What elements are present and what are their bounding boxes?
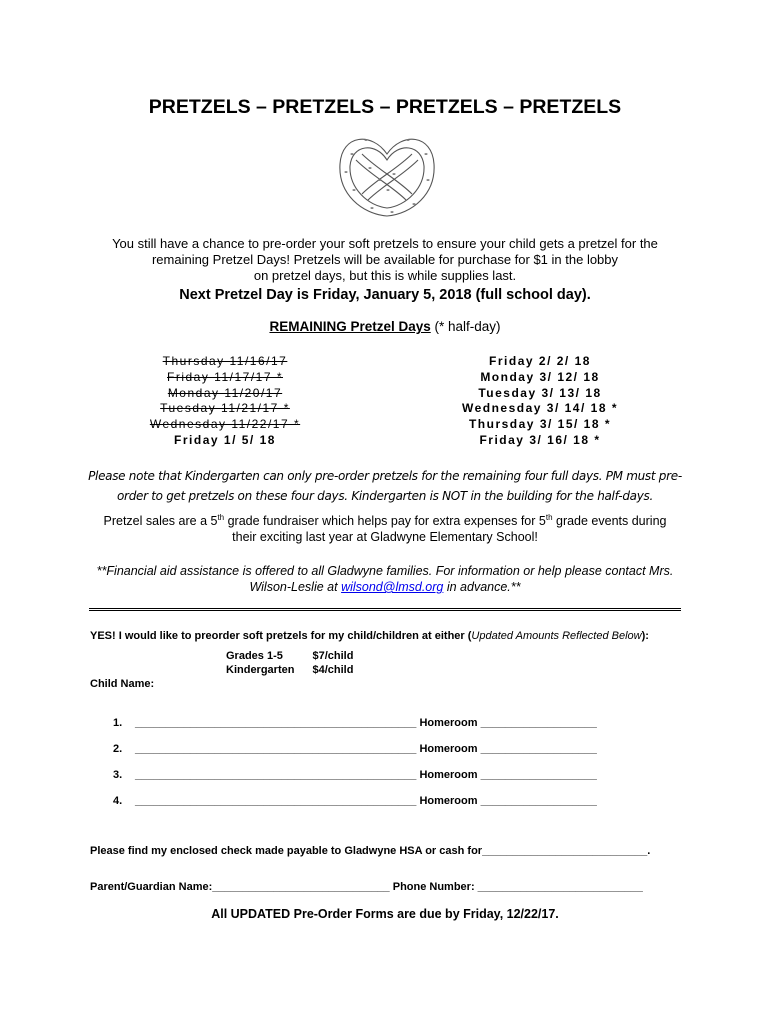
date-item: Tuesday 11/21/17 * <box>160 401 290 416</box>
remaining-heading <box>0 319 770 334</box>
date-item: Friday 2/ 2/ 18 <box>489 354 591 368</box>
child-entry-line[interactable]: ______________________________________________ Homeroom ___________________ <box>135 717 597 729</box>
grade-label: Grades 1-5 <box>226 650 283 662</box>
date-item: Monday 3/ 12/ 18 <box>480 369 600 384</box>
child-entry-row[interactable] <box>113 743 597 755</box>
aid-line-2-post: in advance.** <box>443 580 521 594</box>
date-item: Tuesday 3/ 13/ 18 <box>478 385 602 400</box>
preorder-statement-text: YES! I would like to preorder soft pretzels for my child/children at either ( <box>90 630 472 642</box>
financial-aid-note <box>70 563 700 595</box>
fundraiser-text-c: grade events during <box>552 514 667 528</box>
kindergarten-note-line-1: Please note that Kindergarten can only pre-order pretzels for the remaining four full days. PM must pre- <box>88 469 682 483</box>
date-item: Wednesday 11/22/17 * <box>149 417 301 432</box>
fundraiser-line-1 <box>70 513 700 529</box>
half-day-note: (* half-day) <box>430 319 501 334</box>
fundraiser-sup-2: th <box>545 512 553 522</box>
fundraiser-text-a: Pretzel sales are a 5 <box>103 514 218 528</box>
next-pretzel-day: Next Pretzel Day is Friday, January 5, 2018 (full school day). <box>179 287 591 303</box>
payment-amount-line[interactable]: Please find my enclosed check made payable to Gladwyne HSA or cash for___________________________. <box>90 845 651 857</box>
fundraiser-paragraph <box>70 513 700 545</box>
date-item: Wednesday 3/ 14/ 18 * <box>461 401 618 416</box>
price-value: $7/child <box>312 650 354 662</box>
aid-line-2 <box>70 579 700 595</box>
right-date-list <box>420 354 660 449</box>
price-row <box>226 649 371 663</box>
child-entry-line[interactable]: ______________________________________________ Homeroom ___________________ <box>135 795 597 807</box>
row-number: 4. <box>113 795 123 807</box>
pretzel-icon <box>332 124 442 224</box>
page-title: PRETZELS – PRETZELS – PRETZELS – PRETZELS <box>148 96 622 118</box>
child-entry-line[interactable]: ______________________________________________ Homeroom ___________________ <box>135 743 597 755</box>
child-entry-row[interactable] <box>113 795 597 807</box>
price-row <box>226 663 371 677</box>
contact-email-link[interactable]: wilsond@lmsd.org <box>341 580 444 594</box>
remaining-heading-label: REMAINING Pretzel Days <box>269 319 431 334</box>
aid-line-2-pre: Wilson-Leslie at <box>249 580 342 594</box>
parent-phone-line[interactable]: Parent/Guardian Name:_____________________________ Phone Number: ___________________________ <box>90 881 643 893</box>
date-item: Friday 3/ 16/ 18 * <box>479 432 601 447</box>
intro-line-3: on pretzel days, but this is while supplies last. <box>253 268 517 283</box>
divider <box>89 608 681 611</box>
date-item: Friday 11/17/17 * <box>167 369 283 384</box>
intro-line-1: You still have a chance to pre-order your soft pretzels to ensure your child gets a pretzel for the <box>112 236 658 251</box>
child-entry-row[interactable] <box>113 717 597 729</box>
date-item: Thursday 11/16/17 <box>162 354 288 368</box>
grade-label: Kindergarten <box>226 664 295 676</box>
fundraiser-text-b: grade fundraiser which helps pay for extra expenses for 5 <box>224 514 546 528</box>
row-number: 2. <box>113 743 123 755</box>
date-item: Friday 1/ 5/ 18 <box>174 432 276 447</box>
fundraiser-sup-1: th <box>217 512 225 522</box>
child-entry-line[interactable]: ______________________________________________ Homeroom ___________________ <box>135 769 597 781</box>
child-entry-row[interactable] <box>113 769 597 781</box>
fundraiser-line-2: their exciting last year at Gladwyne Elementary School! <box>232 530 538 544</box>
row-number: 1. <box>113 717 123 729</box>
intro-line-2: remaining Pretzel Days! Pretzels will be available for purchase for $1 in the lobby <box>151 252 619 267</box>
intro-paragraph <box>70 236 700 284</box>
child-name-label: Child Name: <box>90 678 155 690</box>
date-item: Thursday 3/ 15/ 18 * <box>468 417 612 432</box>
kindergarten-note <box>70 466 700 506</box>
updated-amounts-note: Updated Amounts Reflected Below <box>471 630 642 642</box>
date-item: Monday 11/20/17 <box>167 385 283 400</box>
aid-line-1: **Financial aid assistance is offered to all Gladwyne families. For information or help please contact Mrs. <box>96 564 674 578</box>
row-number: 3. <box>113 769 123 781</box>
kindergarten-note-line-2: order to get pretzels on these four days. Kindergarten is NOT in the building for the half-days. <box>117 489 653 503</box>
preorder-statement <box>90 630 649 642</box>
left-date-list <box>105 354 345 449</box>
price-table <box>226 649 371 677</box>
price-value: $4/child <box>312 664 354 676</box>
due-date-notice: All UPDATED Pre-Order Forms are due by Friday, 12/22/17. <box>211 907 559 921</box>
preorder-statement-end: ): <box>641 630 649 642</box>
